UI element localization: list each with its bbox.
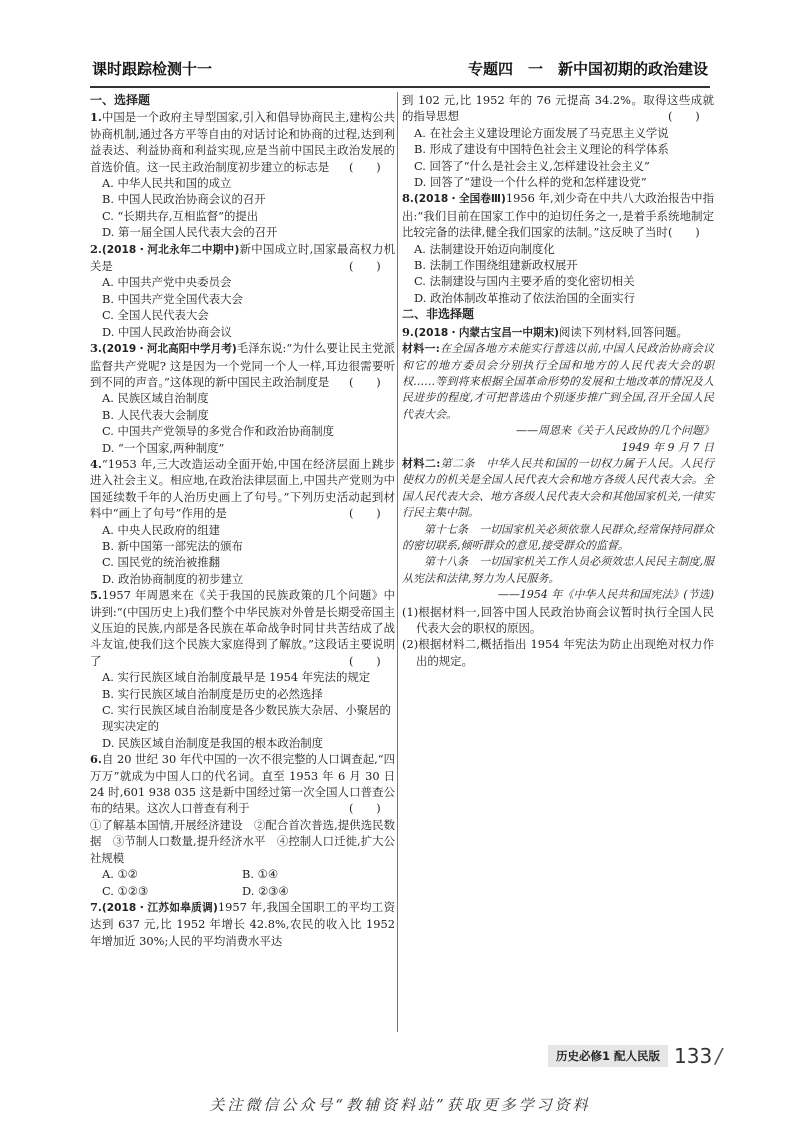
- sub-question: (1)根据材料一,回答中国人民政治协商会议暂时执行全国人民代表大会的职权的原因。: [402, 604, 714, 635]
- question-number: 6.: [90, 752, 102, 767]
- material-text: 第十七条 一切国家机关必须依靠人民群众,经常保持同群众的密切联系,倾听群众的意见,接受群众的监督。: [402, 522, 714, 552]
- question-7: [90, 899, 395, 949]
- question-items: ①了解基本国情,开展经济建设 ②配合首次普选,提供选民数据 ③节制人口数量,提升经济水平 ④控制人口迁徙,扩大公社规模: [90, 817, 395, 865]
- option: A. 中央人民政府的组建: [102, 522, 220, 537]
- question-number: 1.: [90, 110, 102, 125]
- question-number: 7.: [90, 899, 102, 914]
- option: D. 政治协商制度的初步建立: [102, 571, 244, 586]
- answer-paren: ( ): [349, 801, 381, 816]
- material-source: ——1954 年《中华人民共和国宪法》(节选): [497, 588, 714, 602]
- option: B. 人民代表大会制度: [102, 407, 209, 422]
- option: A. 法制建设开始迈向制度化: [414, 241, 555, 256]
- question-number: 5.: [90, 588, 102, 603]
- option: B. 形成了建设有中国特色社会主义理论的科学体系: [414, 142, 669, 157]
- question-number: 2.: [90, 241, 102, 256]
- option: D. 中国人民政治协商会议: [102, 324, 232, 339]
- question-1: [90, 109, 395, 240]
- option: C. 回答了“什么是社会主义,怎样建设社会主义”: [414, 158, 650, 173]
- material-date: 1949 年 9 月 7 日: [621, 440, 714, 454]
- question-text: 阅读下列材料,回答问题。: [559, 324, 688, 339]
- option: C. “长期共存,互相监督”的提出: [102, 208, 259, 223]
- sub-question: (2)根据材料二,概括指出 1954 年宪法为防止出现绝对权力作出的规定。: [402, 637, 714, 668]
- column-divider: [397, 92, 398, 1032]
- question-source: (2018・河北永年二中期中): [101, 243, 240, 256]
- option: B. 法制工作围绕组建新政权展开: [414, 258, 578, 273]
- question-4: [90, 456, 395, 587]
- question-source: (2019・河北高阳中学月考): [101, 343, 237, 356]
- material-label: 材料一:: [402, 342, 440, 356]
- option: D. 第一届全国人民代表大会的召开: [102, 225, 278, 240]
- question-9: [402, 324, 714, 670]
- option: A. 中国共产党中央委员会: [102, 275, 232, 290]
- option: D. 政治体制改革推动了依法治国的全面实行: [414, 290, 636, 305]
- option: A. 实行民族区域自治制度最早是 1954 年宪法的规定: [102, 670, 371, 685]
- page-footer: [548, 1044, 722, 1068]
- option: C. ①②③: [102, 883, 149, 898]
- option: A. 民族区域自治制度: [102, 391, 209, 406]
- option: D. 民族区域自治制度是我国的根本政治制度: [102, 735, 324, 750]
- question-3: [90, 340, 395, 456]
- option: C. 法制建设与国内主要矛盾的变化密切相关: [414, 274, 635, 289]
- question-number: 9.: [402, 324, 414, 339]
- option: A. ①②: [102, 867, 138, 882]
- option: C. 中国共产党领导的多党合作和政治协商制度: [102, 424, 334, 439]
- option-row: [102, 883, 395, 899]
- question-source: (2018・内蒙古宝昌一中期末): [413, 326, 560, 339]
- answer-paren: ( ): [668, 109, 700, 124]
- material-text: 在全国各地方未能实行普选以前,中国人民政治协商会议和它的地方委员会分别执行全国和地方的人民代表大会的职权……等到将来根据全国革命形势的发展和土地改革的情况及人民进步的程度,才可把普选由个别逐步推广到全国,召开全国人民代表大会。: [402, 342, 714, 421]
- question-7-continued: [402, 92, 714, 190]
- material-text: 第十八条 一切国家机关工作人员必须效忠人民民主制度,服从宪法和法律,努力为人民服务。: [402, 555, 714, 585]
- question-text: 1957 年周恩来在《关于我国的民族政策的几个问题》中讲到:“(中国历史上)我们整个中华民族对外曾是长期受帝国主义压迫的民族,内部是各民族在革命战争时同甘共苦结成了战斗友谊,使我们这个民族大家庭得到了解放。”这段话主要说明了: [90, 588, 395, 668]
- question-number: 8.: [402, 191, 414, 206]
- option: D. 回答了“建设一个什么样的党和怎样建设党”: [414, 175, 647, 190]
- header-rule: [90, 86, 710, 88]
- question-6: [90, 751, 395, 899]
- header-left-title: 课时跟踪检测十一: [92, 60, 213, 78]
- answer-paren: ( ): [349, 259, 381, 274]
- option: C. 实行民族区域自治制度是各少数民族大杂居、小聚居的现实决定的: [102, 703, 391, 734]
- section-title-choice: 一、选择题: [90, 93, 151, 107]
- question-text: 1956 年,刘少奇在中共八大政治报告中指出:“我们目前在国家工作中的迫切任务之一,是着手系统地制定比较完备的法律,健全我们国家的法制。”这反映了当时: [402, 191, 714, 240]
- option: D. “一个国家,两种制度”: [102, 440, 225, 455]
- question-text: “1953 年,三大改造运动全面开始,中国在经济层面上跳步进入社会主义。相应地,在政治法律层面上,中国共产党则为中国延续数千年的人治历史画上了句号。”下列历史活动起到材料中“画上了句号”作用的是: [90, 456, 395, 521]
- material-label: 材料二:: [402, 456, 441, 470]
- question-source: (2018・全国卷Ⅲ): [413, 193, 506, 206]
- question-text: 新中国成立时,国家最高权力机关是: [90, 241, 396, 274]
- option: B. 新中国第一部宪法的颁布: [102, 538, 243, 553]
- option: A. 中华人民共和国的成立: [102, 176, 232, 191]
- option: B. 中国共产党全国代表大会: [102, 291, 243, 306]
- question-number: 3.: [90, 341, 102, 356]
- question-5: [90, 587, 395, 751]
- section-title-essay: 二、非选择题: [402, 307, 475, 322]
- option: C. 国民党的统治被推翻: [102, 555, 221, 570]
- left-column: [90, 92, 395, 949]
- right-column: [402, 92, 714, 669]
- header-right-title: 专题四 一 新中国初期的政治建设: [467, 60, 708, 78]
- option: D. ②③④: [242, 883, 289, 898]
- question-8: [402, 190, 714, 306]
- option: B. 实行民族区域自治制度是历史的必然选择: [102, 686, 323, 701]
- question-2: [90, 241, 395, 340]
- question-text: 到 102 元,比 1952 年的 76 元提高 34.2%。取得这些成就的指导思想: [402, 93, 714, 124]
- material-text: 第二条 中华人民共和国的一切权力属于人民。人民行使权力的机关是全国人民代表大会和地方各级人民代表大会。全国人民代表大会、地方各级人民代表大会和其他国家机关,一律实行民主集中制。: [402, 456, 715, 520]
- answer-paren: ( ): [349, 506, 381, 521]
- material-source: ——周恩来《关于人民政协的几个问题》: [516, 424, 714, 438]
- answer-paren: ( ): [668, 225, 700, 240]
- question-text: 毛泽东说:“为什么要让民主党派监督共产党呢? 这是因为一个党同一个人一样,耳边很需要听到不同的声音。”这体现的新中国民主政治制度是: [90, 341, 395, 389]
- book-label: 历史必修1 配人民版: [548, 1045, 668, 1067]
- option: B. 中国人民政治协商会议的召开: [102, 192, 266, 207]
- option: B. ①④: [242, 867, 279, 882]
- page-number: 133: [674, 1044, 713, 1068]
- option: C. 全国人民代表大会: [102, 308, 209, 323]
- question-text: 中国是一个政府主导型国家,引入和倡导协商民主,建构公共协商机制,通过各方平等自由的对话讨论和协商的过程,达到利益表达、利益协商和利益实现,应是当前中国民主政治发展的首选价值。这一民主政治制度初步建立的标志是: [90, 110, 395, 174]
- question-number: 4.: [90, 456, 102, 471]
- question-source: (2018・江苏如皋质调): [101, 901, 218, 914]
- question-text: 自 20 世纪 30 年代中国的一次不很完整的人口调查起,“四万万”就成为中国人口的代名词。直至 1953 年 6 月 30 日 24 时,601 938 035 这是新中国经过第一次全国人口普查公布的结果。这次人口普查有利于: [90, 752, 395, 816]
- answer-paren: ( ): [349, 159, 381, 174]
- answer-paren: ( ): [349, 374, 381, 389]
- answer-paren: ( ): [349, 653, 381, 668]
- option-row: [102, 866, 395, 882]
- question-text: 1957 年,我国全国职工的平均工资达到 637 元,比 1952 年增长 42.8%,农民的收入比 1952 年增加近 30%;人民的平均消费水平达: [90, 899, 395, 948]
- handwritten-footnote: 关注微信公众号“教辅资料站”获取更多学习资料: [209, 1096, 591, 1114]
- option: A. 在社会主义建设理论方面发展了马克思主义学说: [414, 125, 669, 140]
- footer-slash: /: [715, 1044, 722, 1068]
